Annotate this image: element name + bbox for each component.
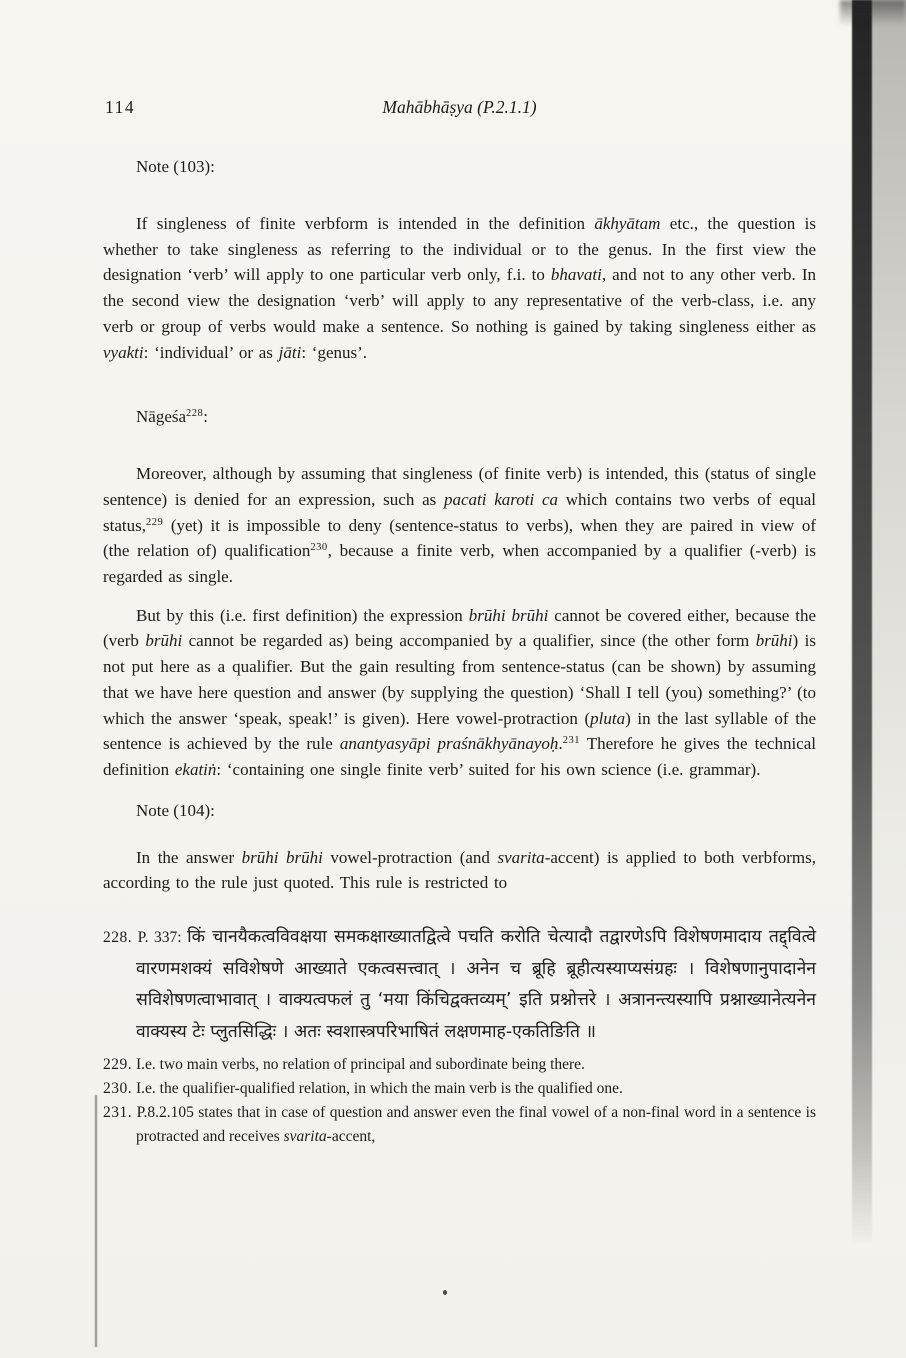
- scan-line-left: [95, 1095, 97, 1347]
- footnote-228: [103, 922, 816, 1048]
- paragraph-nagesa-1: Moreover, although by assuming that singleness (of finite verb) is intended, this (status of single sentence) is denied for an expression, such as pacati karoti ca which contains two verbs of equal status,$^{229}$ (yet) it is impossible to deny (sentence-status to verbs), when they are paired in view of (the relation of) qualification$^{230}$, because a finite verb, when accompanied by a qualifier (-verb) is regarded as single.: [103, 464, 816, 587]
- scan-speck: [443, 1290, 447, 1295]
- note-104-heading: Note (104):: [136, 800, 215, 820]
- footnote-number: 231.: [103, 1104, 133, 1122]
- footnote-number: 229.: [103, 1056, 133, 1074]
- paragraph-nagesa-2: But by this (i.e. first definition) the expression brūhi brūhi cannot be covered either, because the (verb brūhi cannot be regarded as) being accompanied by a qualifier, since (the other form brūhi) is not put here as a qualifier. But the gain resulting from sentence-status (can be shown) by assuming that we have here question and answer (by supplying the question) ‘Shall I tell (you) something?’ (to which the answer ‘speak, speak!’ is given). Here vowel-protraction (pluta) in the last syllable of the sentence is achieved by the rule anantyasyāpi praśnākhyānayoḥ.$^{231}$ Therefore he gives the technical definition ekatiṅ: ‘containing one single finite verb’ suited for his own science (i.e. grammar).: [103, 605, 816, 779]
- footnote-number: 230.: [103, 1080, 133, 1098]
- footnote-230: [103, 1077, 816, 1101]
- page-head: [103, 97, 816, 121]
- scan-shadow-right: [852, 0, 872, 1245]
- scan-edge-shading: [872, 0, 906, 1200]
- footnote-number: 228.: [103, 929, 133, 947]
- footnote-231: [103, 1101, 816, 1149]
- paragraph-note-104: In the answer brūhi brūhi vowel-protraction (and svarita-accent) is applied to both verbforms, according to the rule just quoted. This rule is restricted to: [103, 847, 816, 893]
- page-content: [103, 97, 816, 1149]
- paragraph-note-103: If singleness of finite verbform is intended in the definition ākhyātam etc., the question is whether to take singleness as referring to the individual or to the genus. In the first view the designation ‘verb’ will apply to one particular verb only, f.i. to bhavati, and not to any other verb. In the second view the designation ‘verb’ will apply to any representative of the verb-class, i.e. any verb or group of verbs would make a sentence. So nothing is gained by taking singleness either as vyakti: ‘individual’ or as jāti: ‘genus’.: [103, 214, 817, 362]
- running-header: Mahābhāṣya (P.2.1.1): [382, 97, 537, 117]
- note-103-heading: Note (103):: [136, 157, 215, 176]
- footnotes-section: [103, 922, 816, 1149]
- footnote-text: P.8.2.105 states that in case of question and answer even the final vowel of a non-final word in a sentence is protracted and receives svarita-accent,: [136, 1104, 817, 1146]
- footnote-text: I.e. the qualifier-qualified relation, in which the main verb is the qualified one.: [136, 1080, 623, 1098]
- footnote-229: [103, 1053, 816, 1077]
- page-number: 114: [105, 97, 136, 117]
- footnote-text: I.e. two main verbs, no relation of principal and subordinate being there.: [136, 1056, 585, 1074]
- footnote-text: P. 337: किं चानयैकत्वविवक्षया समकक्षाख्यातद्वित्वे पचति करोति चेत्यादौ तद्वारणेऽपि विशेषणमादाय तद्द्वित्वे वारणमशक्यं सविशेषणे आख्याते एकत्वसत्त्वात् । अनेन च ब्रूहि ब्रूहीत्यस्याप्यसंग्रहः । विशेषणानुपादानेन सविशेषणत्वाभावात् । वाक्यत्वफलं तु ‘मया किंचिद्वक्तव्यम्’ इति प्रश्नोत्तरे । अत्रानन्त्यस्यापि प्रश्नाख्यानेत्यनेन वाक्यस्य टेः प्लुतसिद्धिः । अतः स्वशास्त्रपरिभाषितं लक्षणमाह-एकतिङिति ॥: [136, 927, 817, 1042]
- nagesa-heading: Nāgeśa$^{228}$:: [136, 407, 209, 427]
- scan-shadow-corner: [840, 0, 906, 26]
